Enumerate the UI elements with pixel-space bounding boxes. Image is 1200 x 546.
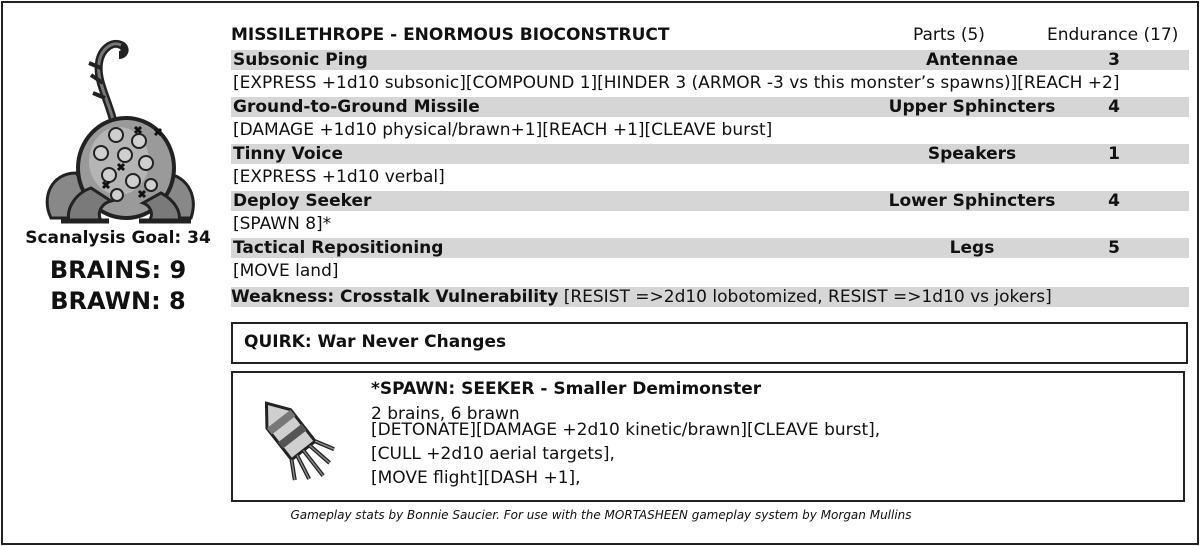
ability-row [231, 191, 1189, 211]
ability-row [231, 238, 1189, 258]
ability-value: 1 [1108, 144, 1120, 164]
weakness-label: Weakness: Crosstalk Vulnerability [231, 287, 559, 307]
ability-tags: [SPAWN 8]* [233, 214, 332, 234]
missilethrope-monster-icon [21, 23, 216, 228]
parts-count: Parts (5) [913, 25, 985, 45]
ability-row [231, 50, 1189, 70]
ability-name: Tactical Repositioning [233, 238, 444, 258]
ability-part: Speakers [927, 144, 1017, 164]
stat-card [1, 1, 1199, 545]
ability-part: Legs [949, 238, 995, 258]
ability-row [231, 97, 1189, 117]
ability-row [231, 144, 1189, 164]
brains-stat: BRAINS: 9 [49, 256, 187, 284]
ability-part: Antennae [925, 50, 1019, 70]
weakness-row [231, 287, 1189, 307]
ability-value: 4 [1108, 97, 1120, 117]
seeker-missile-icon [241, 391, 351, 489]
header-row [231, 25, 1191, 49]
brawn-stat: BRAWN: 8 [50, 287, 186, 315]
ability-value: 4 [1108, 191, 1120, 211]
scanalysis-goal: Scanalysis Goal: 34 [25, 228, 211, 248]
spawn-title: *SPAWN: SEEKER - Smaller Demimonster [371, 379, 762, 399]
ability-tags: [EXPRESS +1d10 subsonic][COMPOUND 1][HINDER 3 (ARMOR -3 vs this monster’s spawns)][REACH +2] [233, 73, 1120, 93]
monster-name: MISSILETHROPE - ENORMOUS BIOCONSTRUCT [231, 25, 670, 45]
spawn-line: [CULL +2d10 aerial targets], [371, 444, 615, 464]
quirk-box: QUIRK: War Never Changes [231, 322, 1188, 364]
monster-summary [3, 3, 233, 323]
spawn-stats: 2 brains, 6 brawn [371, 404, 520, 424]
spawn-line: [MOVE flight][DASH +1], [371, 468, 581, 488]
credit-line: Gameplay stats by Bonnie Saucier. For use with the MORTASHEEN gameplay system by Morgan Mullins [290, 508, 912, 522]
ability-tags: [EXPRESS +1d10 verbal] [233, 167, 445, 187]
endurance-value: Endurance (17) [1047, 25, 1179, 45]
ability-name: Ground-to-Ground Missile [233, 97, 480, 117]
ability-part: Upper Sphincters [888, 97, 1056, 117]
ability-part: Lower Sphincters [888, 191, 1056, 211]
ability-tags: [DAMAGE +1d10 physical/brawn+1][REACH +1][CLEAVE burst] [233, 120, 773, 140]
ability-value: 5 [1108, 238, 1120, 258]
weakness-text: [RESIST =>2d10 lobotomized, RESIST =>1d10 vs jokers] [558, 287, 1052, 307]
ability-value: 3 [1108, 50, 1120, 70]
spawn-line: [DETONATE][DAMAGE +2d10 kinetic/brawn][CLEAVE burst], [371, 420, 881, 440]
ability-name: Deploy Seeker [233, 191, 372, 211]
spawn-box [231, 371, 1185, 502]
ability-name: Tinny Voice [233, 144, 343, 164]
ability-name: Subsonic Ping [233, 50, 368, 70]
ability-tags: [MOVE land] [233, 261, 339, 281]
